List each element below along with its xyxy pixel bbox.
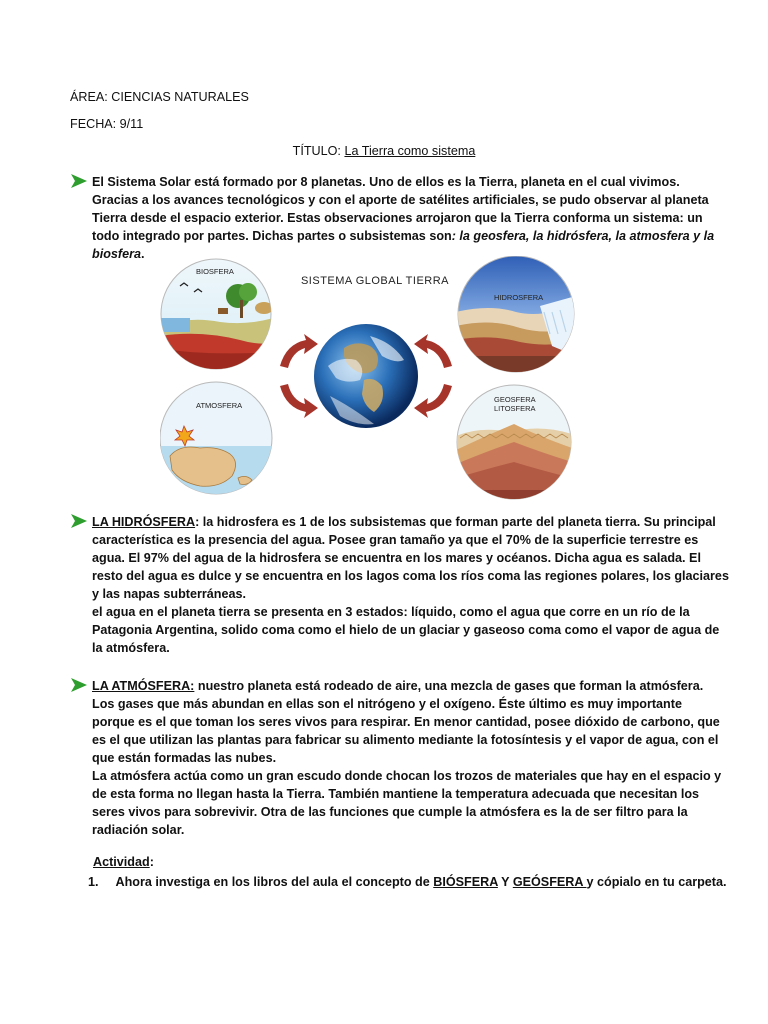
title-text: La Tierra como sistema bbox=[344, 144, 476, 158]
area-line: ÁREA: CIENCIAS NATURALES bbox=[70, 90, 249, 104]
activity-heading-text: Actividad bbox=[93, 855, 150, 869]
atmosfera-line-5: que están formadas las nubes. bbox=[92, 751, 277, 765]
hidrosfera-label: HIDROSFERA bbox=[494, 293, 544, 302]
hidrosfera-section bbox=[70, 513, 729, 657]
atmosfera-line-8: seres vivos para sobrevivir. Otra de las funciones que cumple la atmósfera es la de ser filtro para la bbox=[92, 805, 688, 819]
intro-line-3: Tierra desde el espacio exterior. Estas observaciones arrojaron que la Tierra conforma un sistema: un bbox=[92, 211, 703, 225]
bullet-arrow-icon bbox=[70, 173, 88, 189]
atmosfera-heading: LA ATMÓSFERA: bbox=[92, 679, 195, 693]
title-prefix: TÍTULO: bbox=[292, 144, 341, 158]
activity-item-number: 1. bbox=[88, 875, 99, 889]
atmosfera-line-3: porque es el que toman los seres vivos para respirar. En menor cantidad, posee dióxido de carbono, que bbox=[92, 715, 720, 729]
hidrosfera-line-8: la atmósfera. bbox=[92, 641, 170, 655]
diagram-title: SISTEMA GLOBAL TIERRA bbox=[300, 275, 450, 287]
intro-line-4b: : la geosfera, la hidrósfera, la atmosfera y la bbox=[451, 229, 715, 243]
geosfera-label: GEOSFERA bbox=[494, 395, 536, 404]
hidrosfera-line-2: característica es la presencia del agua. Posee gran tamaño ya que el 70% de la superficie terrestre es bbox=[92, 533, 699, 547]
atmosfera-line-7: de esta forma no llegan hasta la Tierra. También mantiene la temperatura adecuada que necesitan los bbox=[92, 787, 700, 801]
earth-system-diagram bbox=[160, 256, 580, 500]
page-title bbox=[0, 142, 768, 160]
biosfera-circle bbox=[160, 259, 280, 376]
atmosfera-line-2: Los gases que más abundan en ellas son el nitrógeno y el oxígeno. Éste último es muy importante bbox=[92, 697, 682, 711]
activity-item-1 bbox=[88, 873, 727, 891]
bullet-arrow-icon bbox=[70, 677, 88, 693]
intro-line-4a: todo integrado por partes. Dichas partes o subsistemas son bbox=[92, 229, 452, 243]
bullet-arrow-icon bbox=[70, 513, 88, 529]
activity-sep: Y bbox=[497, 875, 513, 889]
atmosfera-circle bbox=[160, 382, 280, 500]
hidrosfera-heading: LA HIDRÓSFERA bbox=[92, 515, 196, 529]
activity-heading bbox=[93, 853, 154, 871]
hidrosfera-line-5: y las napas subterráneas. bbox=[92, 587, 247, 601]
activity-text-a: Ahora investiga en los libros del aula el concepto de bbox=[115, 875, 434, 889]
intro-line-1: El Sistema Solar está formado por 8 planetas. Uno de ellos es la Tierra, planeta en el cual vivimos. bbox=[92, 175, 680, 189]
litosfera-label: LITOSFERA bbox=[494, 404, 536, 413]
activity-word-geosfera: GEÓSFERA bbox=[512, 875, 587, 889]
hidrosfera-colon: : bbox=[195, 515, 200, 529]
activity-word-biosfera: BIÓSFERA bbox=[433, 875, 498, 889]
atmosfera-section bbox=[70, 677, 722, 839]
activity-heading-colon: : bbox=[149, 855, 154, 869]
biosfera-label: BIOSFERA bbox=[196, 267, 234, 276]
hidrosfera-line-3: agua. El 97% del agua de la hidrosfera se encuentra en los mares y océanos. Dicha agua es salada. El bbox=[92, 551, 701, 565]
atmosfera-line-6: La atmósfera actúa como un gran escudo donde chocan los trozos de materiales que hay en el espacio y bbox=[92, 769, 722, 783]
activity-text-b: y cópialo en tu carpeta. bbox=[586, 875, 727, 889]
fecha-line: FECHA: 9/11 bbox=[70, 117, 144, 131]
intro-line-5a: biosfera bbox=[92, 247, 141, 261]
intro-line-2: Gracias a los avances tecnológicos y con el aporte de satélites artificiales, se pudo observar al planeta bbox=[92, 193, 709, 207]
intro-section bbox=[70, 173, 715, 263]
hidrosfera-line-4: resto del agua es dulce y se encuentra en los lagos coma los ríos coma las regiones polares, los glaciares bbox=[92, 569, 729, 583]
atmosfera-line-4: es el que utilizan las plantas para fabricar su alimento mediante la fotosíntesis y el vapor de agua, con el bbox=[92, 733, 719, 747]
earth-globe bbox=[314, 324, 418, 428]
hidrosfera-line-1: la hidrosfera es 1 de los subsistemas que forman parte del planeta tierra. Su principal bbox=[199, 515, 716, 529]
hidrosfera-line-7: Patagonia Argentina, solido coma como el hielo de un glaciar y gaseoso coma como el vapor de agua de bbox=[92, 623, 720, 637]
hidrosfera-circle bbox=[456, 256, 576, 376]
atmosfera-label: ATMOSFERA bbox=[196, 401, 243, 410]
atmosfera-line-1: nuestro planeta está rodeado de aire, una mezcla de gases que forman la atmósfera. bbox=[194, 679, 704, 693]
intro-line-5b: . bbox=[141, 247, 145, 261]
hidrosfera-line-6: el agua en el planeta tierra se presenta en 3 estados: líquido, como el agua que corre en un río de la bbox=[92, 605, 690, 619]
atmosfera-line-9: radiación solar. bbox=[92, 823, 185, 837]
